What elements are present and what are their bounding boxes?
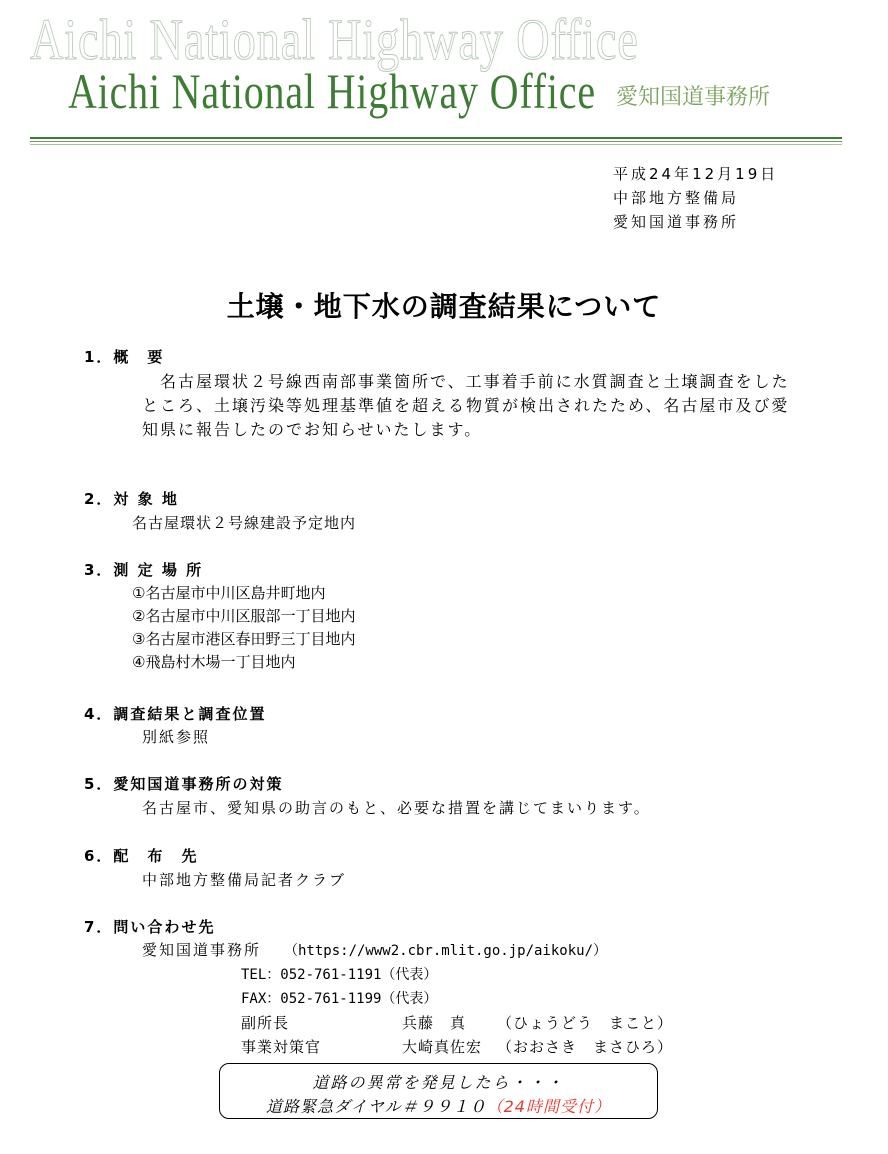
- letterhead-japanese-name: 愛知国道事務所: [616, 85, 771, 110]
- emergency-line-1: 道路の異常を発見したら・・・: [312, 1073, 565, 1092]
- issuer-block: [613, 162, 778, 234]
- section-6-body: 中部地方整備局記者クラブ: [142, 871, 347, 889]
- issuer-office: 愛知国道事務所: [613, 213, 740, 231]
- section-3-heading: 3．測 定 場 所: [84, 561, 204, 579]
- section-4-body: 別紙参照: [142, 728, 211, 746]
- section-6-heading: 6．配 布 先: [84, 847, 199, 865]
- issue-date: 平成24年12月19日: [613, 165, 779, 183]
- letterhead-ghost-title: Aichi National Highway Office: [30, 7, 639, 72]
- contact-role: 事業対策官: [241, 1038, 322, 1056]
- list-item: ④飛島村木場一丁目地内: [132, 653, 296, 671]
- contact-reading: （おおさき まさひろ）: [497, 1038, 674, 1056]
- contact-fax: FAX：052-761-1199（代表）: [241, 991, 438, 1007]
- header-divider: [30, 137, 842, 139]
- section-1-heading: 1．概 要: [84, 348, 165, 366]
- contact-office: 愛知国道事務所: [142, 941, 262, 959]
- document-title: 土壌・地下水の調査結果について: [226, 290, 662, 323]
- section-2-heading: 2．対 象 地: [84, 490, 179, 508]
- emergency-dial-number: 道路緊急ダイヤル＃９９１０: [266, 1097, 487, 1116]
- emergency-dial-box: [219, 1063, 658, 1119]
- section-5-heading: 5．愛知国道事務所の対策: [84, 775, 284, 793]
- emergency-hours: （24時間受付）: [486, 1097, 611, 1116]
- header-divider: [30, 144, 842, 145]
- list-item: ②名古屋市中川区服部一丁目地内: [132, 607, 356, 625]
- contact-name: 大崎真佐宏: [402, 1038, 483, 1056]
- contact-role: 副所長: [241, 1014, 290, 1032]
- section-1-body: 名古屋環状２号線西南部事業箇所で、工事着手前に水質調査と土壌調査をしたところ、土壌汚染等処理基準値を超える物質が検出されたため、名古屋市及び愛知県に報告したのでお知らせいたします。: [142, 372, 790, 439]
- header-divider: [30, 141, 842, 142]
- letterhead-title: Aichi National Highway Office: [68, 63, 596, 119]
- section-7-heading: 7．問い合わせ先: [84, 918, 216, 936]
- issuer-bureau: 中部地方整備局: [613, 189, 740, 207]
- contact-url[interactable]: （https://www2.cbr.mlit.go.jp/aikoku/）: [284, 943, 608, 959]
- emergency-line-2: [220, 1094, 657, 1117]
- list-item: ③名古屋市港区春田野三丁目地内: [132, 630, 356, 648]
- contact-reading: （ひょうどう まこと）: [497, 1014, 674, 1032]
- section-2-body: 名古屋環状２号線建設予定地内: [132, 514, 357, 532]
- section-5-body: 名古屋市、愛知県の助言のもと、必要な措置を講じてまいります。: [142, 799, 651, 817]
- contact-tel: TEL：052-761-1191（代表）: [241, 967, 438, 983]
- list-item: ①名古屋市中川区島井町地内: [132, 584, 326, 602]
- contact-name: 兵藤 真: [402, 1014, 467, 1032]
- location-list: [132, 582, 355, 674]
- section-4-heading: 4．調査結果と調査位置: [84, 705, 267, 723]
